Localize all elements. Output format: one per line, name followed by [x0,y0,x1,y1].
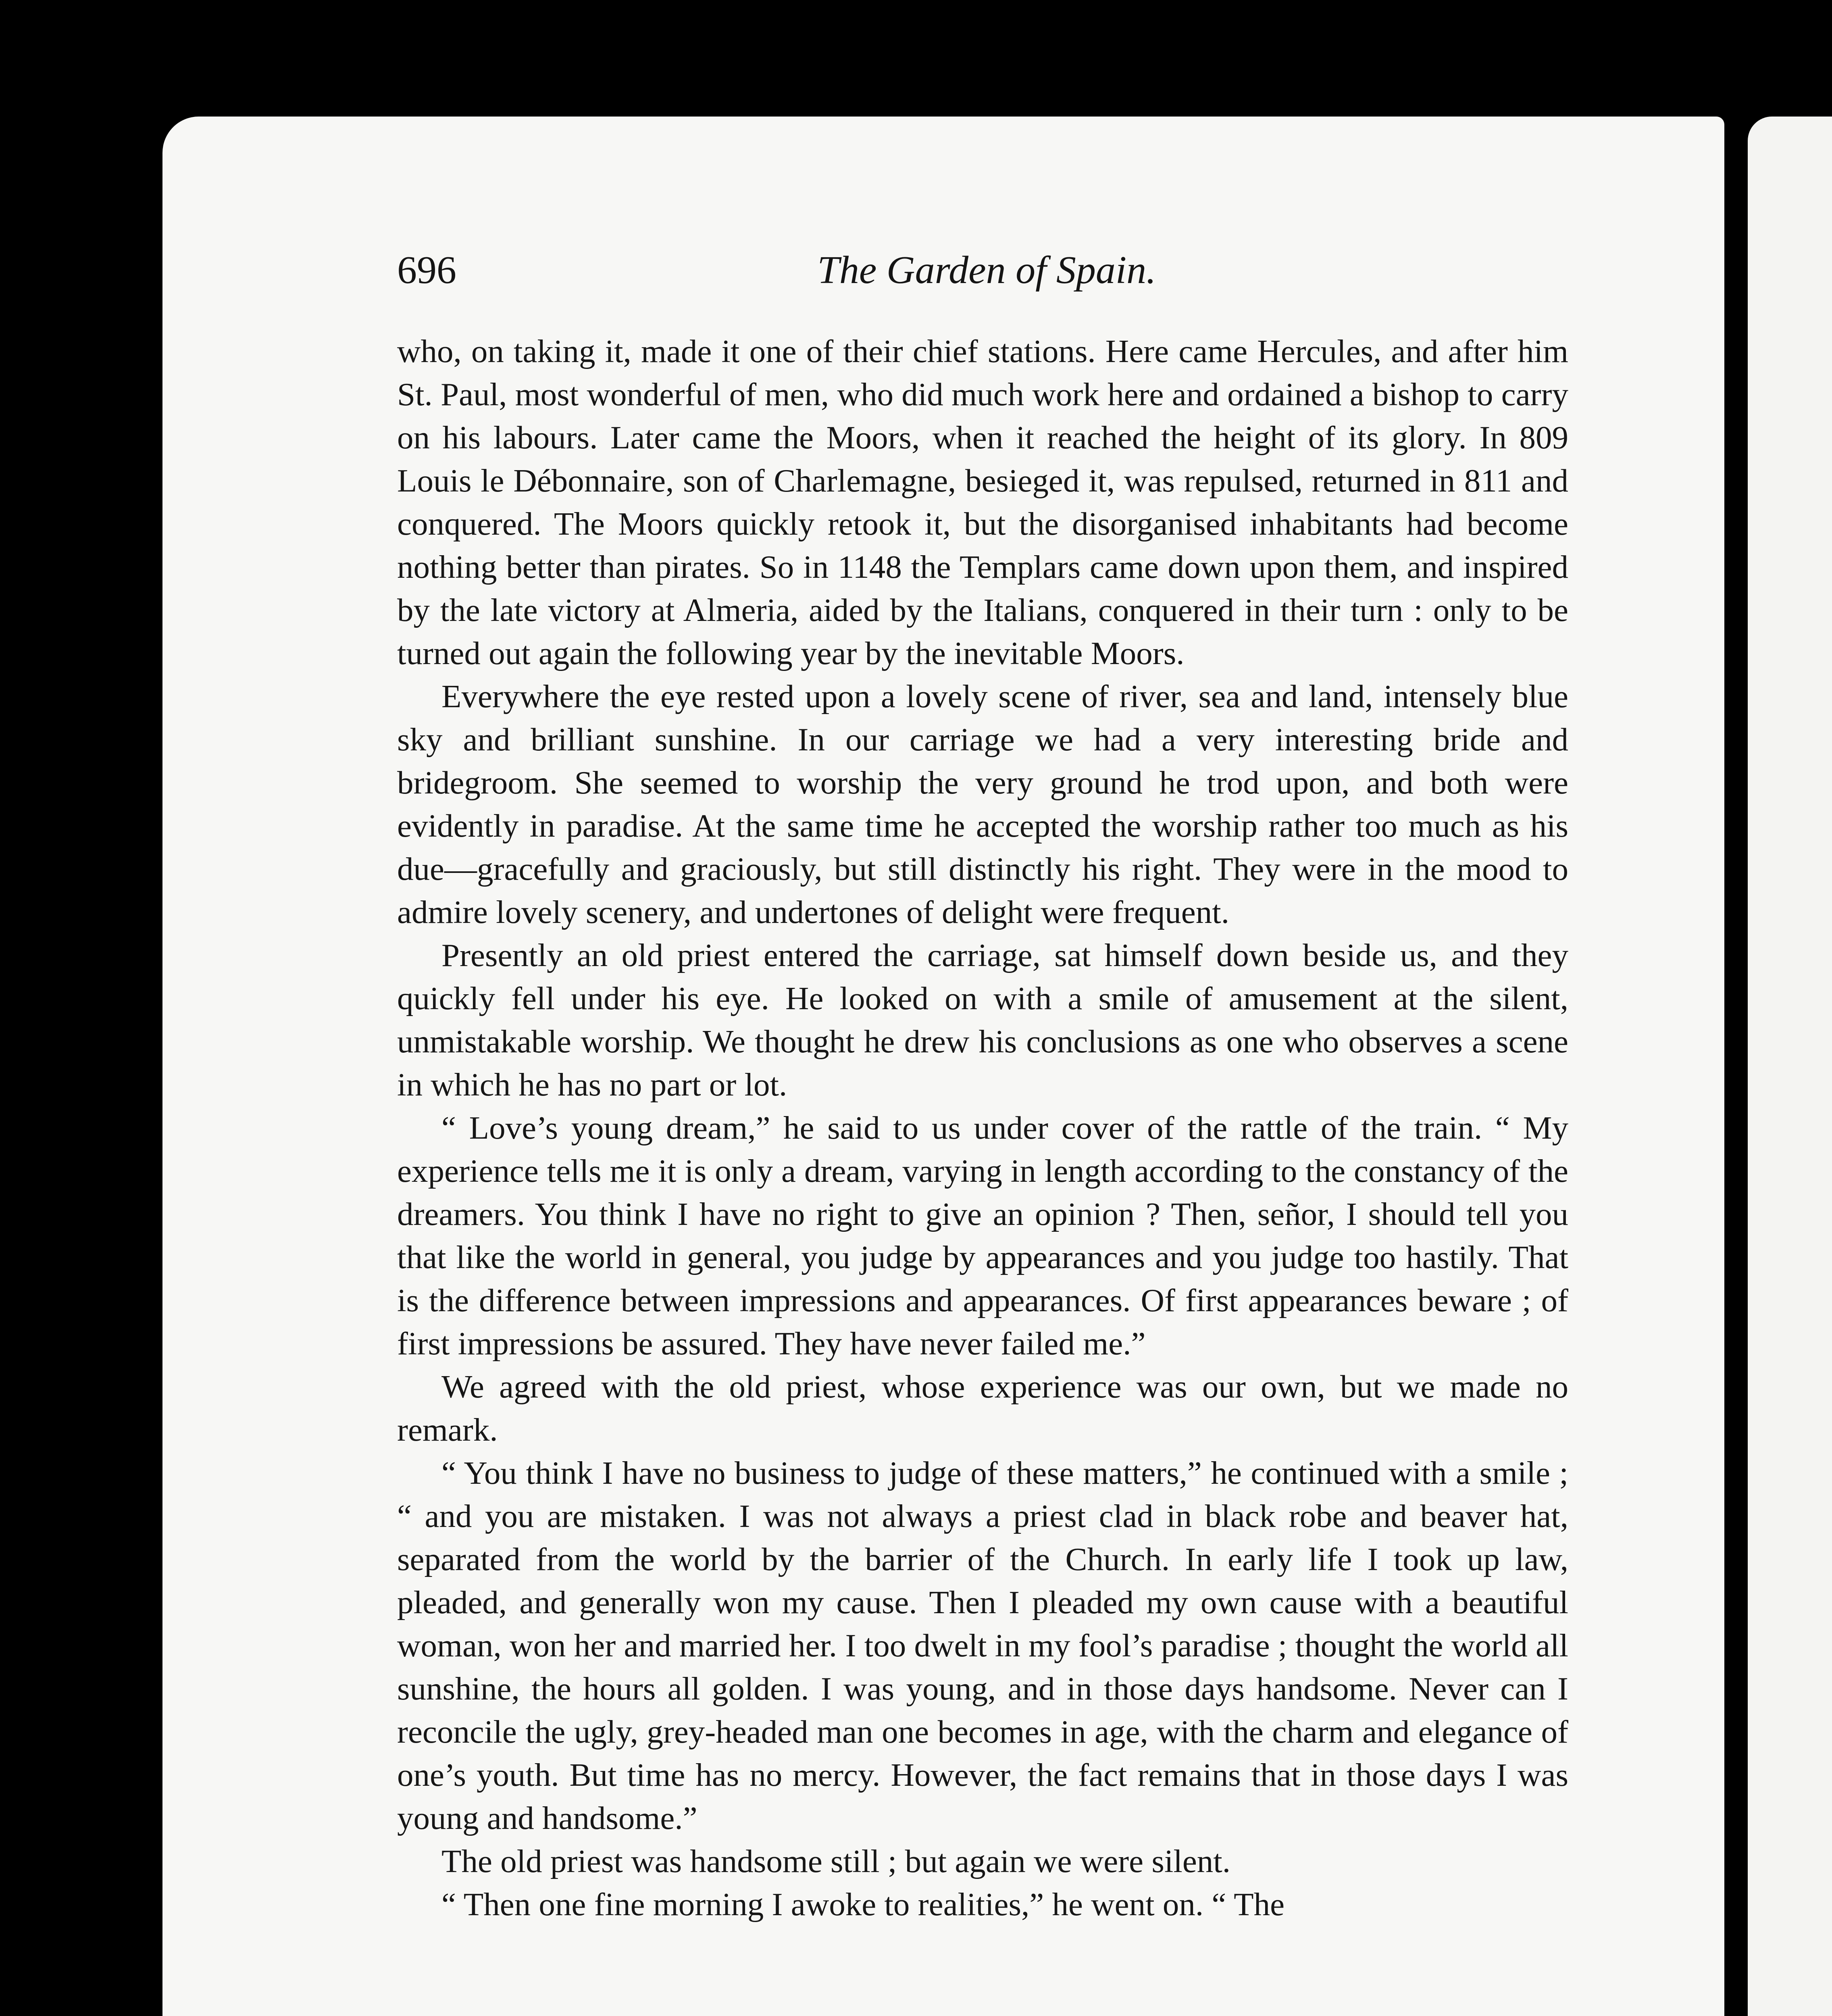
paragraph: “ Then one fine morning I awoke to realities,” he went on. “ The [441,1886,1285,1922]
page-header [397,238,1576,302]
paragraph: We agreed with the old priest, whose experience was our own, but we made no remark. [397,1368,1568,1448]
facing-page-edge [1748,117,1832,2016]
paragraph: Everywhere the eye rested upon a lovely scene of river, sea and land, intensely blue sky and brilliant sunshine. In our carriage we had a very interesting bride and bridegroom. She seemed to worship the very ground he trod upon, and both were evidently in paradise. At the same time he accepted the worship rather too much as his due—gracefully and graciously, but still distinctly his right. They were in the mood to admire lovely scenery, and undertones of delight were frequent. [397,678,1568,930]
paragraph: Presently an old priest entered the carriage, sat himself down beside us, and they quickly fell under his eye. He looked on with a smile of amusement at the silent, unmistakable worship. We thought he drew his conclusions as one who observes a scene in which he has no part or lot. [397,937,1568,1103]
paragraph: “ Love’s young dream,” he said to us under cover of the rattle of the train. “ My experience tells me it is only a dream, varying in length according to the constancy of the dreamers. You think I have no right to give an opinion ? Then, señor, I should tell you that like the world in general, you judge by appearances and you judge too hastily. That is the difference between impressions and appearances. Of first appearances beware ; of first impressions be assured. They have never failed me.” [397,1110,1568,1362]
paragraph: The old priest was handsome still ; but again we were silent. [441,1843,1231,1879]
running-title: The Garden of Spain. [817,248,1156,292]
paragraph: “ You think I have no business to judge of these matters,” he continued with a smile ; “ and you are mistaken. I was not always a priest clad in black robe and beaver hat, separated from the world by the barrier of the Church. In early life I took up law, pleaded, and generally won my cause. Then I pleaded my own cause with a beautiful woman, won her and married her. I too dwelt in my fool’s paradise ; thought the world all sunshine, the hours all golden. I was young, and in those days handsome. Never can I reconcile the ugly, grey-headed man one becomes in age, with the charm and elegance of one’s youth. But time has no mercy. However, the fact remains that in those days I was young and handsome.” [397,1455,1568,1836]
paragraph: who, on taking it, made it one of their chief stations. Here came Hercules, and after him St. Paul, most wonderful of men, who did much work here and ordained a bishop to carry on his labours. Later came the Moors, when it reached the height of its glory. In 809 Louis le Débonnaire, son of Charlemagne, besieged it, was repulsed, returned in 811 and conquered. The Moors quickly retook it, but the disorganised inhabitants had become nothing better than pirates. So in 1148 the Templars came down upon them, and inspired by the late victory at Almeria, aided by the Italians, conquered in their turn : only to be turned out again the following year by the inevitable Moors. [397,333,1568,671]
body-text [397,330,1568,1926]
page-number: 696 [397,248,456,292]
